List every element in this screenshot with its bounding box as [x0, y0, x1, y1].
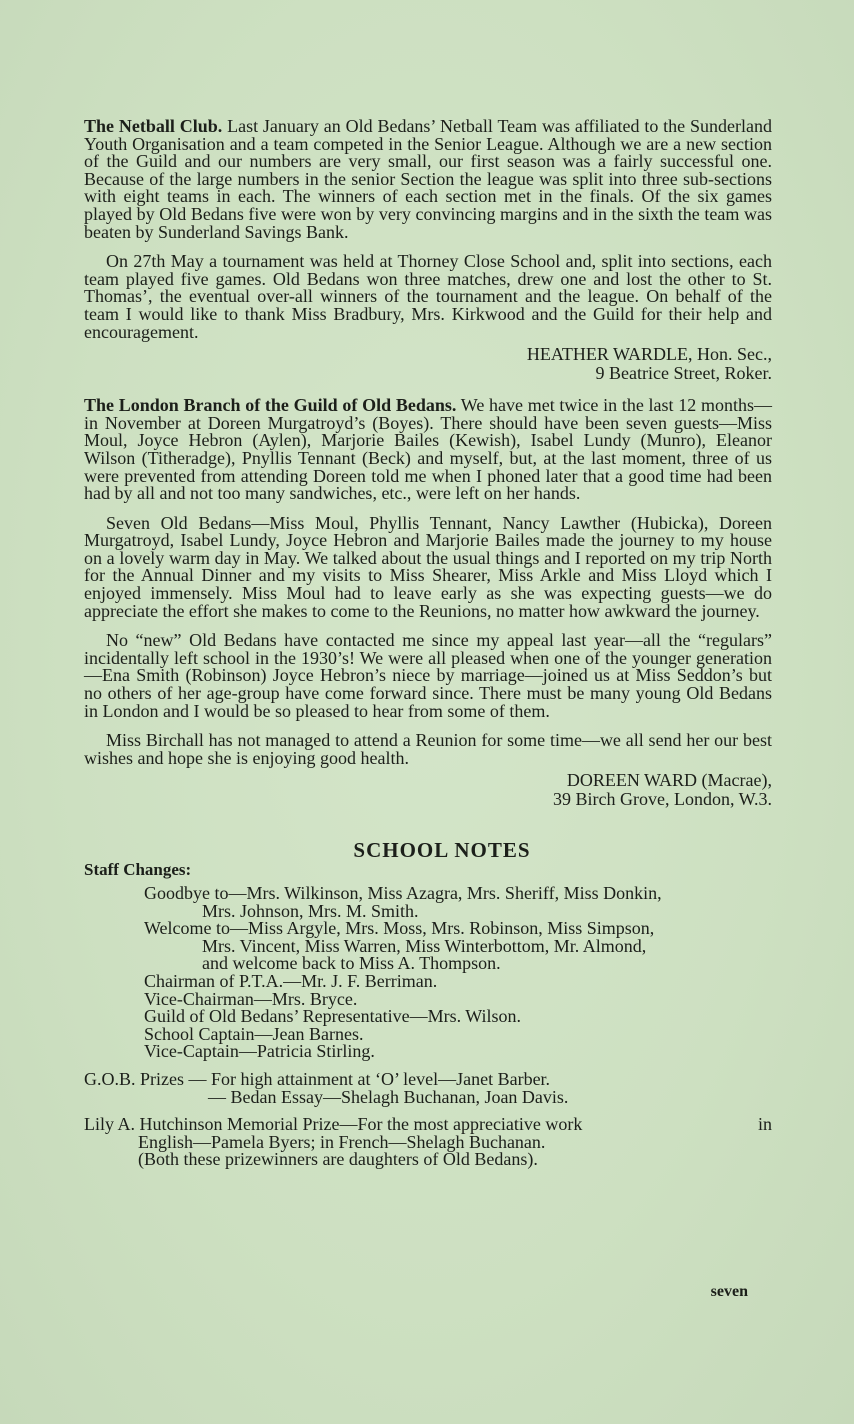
- gob-prizes-line-1: G.O.B. Prizes — For high attainment at ‘O’ level—Janet Barber.: [84, 1068, 551, 1089]
- staff-list: [144, 885, 772, 1061]
- lily-prize-line-2: English—Pamela Byers; in French—Shelagh Buchanan.: [138, 1131, 546, 1152]
- page-content: [84, 118, 772, 1169]
- chairman-line: Chairman of P.T.A.—Mr. J. F. Berriman.: [144, 970, 438, 991]
- london-paragraph-3: No “new” Old Bedans have contacted me since my appeal last year—all the “regulars” incidentally left school in the 1930’s! We were all pleased when one of the younger generation—Ena Smith (Robinson) Joyce Hebron’s niece by marriage—joined us at Miss Seddon’s but no others of her age-group have come forward since. There must be many young Old Bedans in London and I would be so pleased to hear from some of them.: [84, 630, 772, 721]
- vice-captain-line: Vice-Captain—Patricia Stirling.: [144, 1041, 375, 1062]
- london-signature-address: 39 Birch Grove, London, W.3.: [553, 789, 772, 810]
- school-notes-heading: SCHOOL NOTES: [353, 838, 531, 863]
- gob-prizes: [84, 1068, 772, 1107]
- lily-prize-line-3: (Both these prizewinners are daughters of Old Bedans).: [138, 1149, 538, 1170]
- goodbye-line-cont: Mrs. Johnson, Mrs. M. Smith.: [202, 900, 419, 921]
- goodbye-line: Goodbye to—Mrs. Wilkinson, Miss Azagra, Mrs. Sheriff, Miss Donkin,: [144, 883, 662, 903]
- welcome-line-cont: Mrs. Vincent, Miss Warren, Miss Winterbottom, Mr. Almond,: [202, 935, 647, 956]
- gob-prizes-line-2: — Bedan Essay—Shelagh Buchanan, Joan Davis.: [208, 1086, 569, 1107]
- vice-chairman-line: Vice-Chairman—Mrs. Bryce.: [144, 988, 358, 1009]
- netball-signature-name: HEATHER WARDLE, Hon. Sec.,: [526, 344, 772, 365]
- lily-prize-line-1: Lily A. Hutchinson Memorial Prize—For the most appreciative work in: [84, 1114, 772, 1135]
- london-heading: The London Branch of the Guild of Old Bedans.: [84, 395, 457, 416]
- welcome-line: Welcome to—Miss Argyle, Mrs. Moss, Mrs. Robinson, Miss Simpson,: [144, 918, 655, 939]
- london-paragraph-1: The London Branch of the Guild of Old Bedans. We have met twice in the last 12 months—in November at Doreen Murgatroyd’s (Boyes). There should have been seven guests—Miss Moul, Joyce Hebron (Aylen), Marjorie Bailes (Kewish), Isabel Lundy (Munro), Eleanor Wilson (Titheradge), Pnyllis Tennant (Beck) and myself, but, at the last moment, three of us were prevented from attending Doreen told me when I phoned later that a good time had been had by all and not too many sandwiches, etc., were left on her hands.: [84, 395, 773, 504]
- london-paragraph-4: Miss Birchall has not managed to attend a Reunion for some time—we all send her our best wishes and hope she is enjoying good health.: [84, 730, 772, 768]
- london-signature-name: DOREEN WARD (Macrae),: [566, 770, 772, 791]
- page-number: seven: [710, 1283, 748, 1300]
- staff-changes-heading: Staff Changes:: [84, 860, 192, 880]
- lily-prize: [84, 1116, 772, 1169]
- netball-signature: [84, 345, 772, 383]
- london-signature: [84, 771, 772, 809]
- netball-paragraph-2: On 27th May a tournament was held at Thorney Close School and, split into sections, each team played five games. Old Bedans won three matches, drew one and lost the other to St. Thomas’, the eventual over-all winners of the tournament and the league. On behalf of the team I would like to thank Miss Bradbury, Mrs. Kirkwood and the Guild for their help and encouragement.: [84, 251, 772, 342]
- school-captain-line: School Captain—Jean Barnes.: [144, 1023, 364, 1044]
- netball-paragraph-1: The Netball Club. Last January an Old Bedans’ Netball Team was affiliated to the Sunderland Youth Organisation and a team competed in the Senior League. Although we are a new section of the Guild and our numbers are very small, our first season was a fairly successful one. Because of the large numbers in the senior Section the league was split into three sub-sections with eight teams in each. The winners of each section met in the finals. Of the six games played by Old Bedans five were won by very convincing margins and in the sixth the team was beaten by Sunderland Savings Bank.: [84, 116, 773, 242]
- welcome-line-cont-2: and welcome back to Miss A. Thompson.: [202, 953, 501, 974]
- london-paragraph-2: Seven Old Bedans—Miss Moul, Phyllis Tennant, Nancy Lawther (Hubicka), Doreen Murgatroyd, Isabel Lundy, Joyce Hebron and Marjorie Bailes made the journey to my house on a lovely warm day in May. We talked about the usual things and I reported on my trip North for the Annual Dinner and my visits to Miss Shearer, Miss Arkle and Miss Lloyd which I enjoyed immensely. Miss Moul had to leave early as she was expecting guests—we do appreciate the effort she makes to come to the Reunions, no matter how awkward the journey.: [84, 512, 772, 621]
- netball-signature-address: 9 Beatrice Street, Roker.: [595, 363, 772, 384]
- guild-rep-line: Guild of Old Bedans’ Representative—Mrs. Wilson.: [144, 1006, 522, 1027]
- netball-heading: The Netball Club.: [84, 116, 223, 136]
